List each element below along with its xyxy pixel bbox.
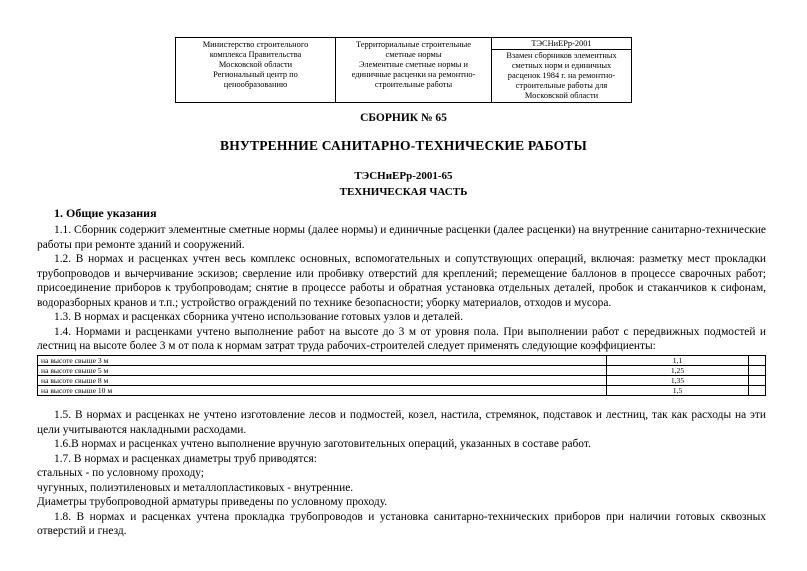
coef-empty-cell bbox=[749, 366, 766, 376]
paragraph-1-2: 1.2. В нормах и расценках учтен весь комплекс основных, вспомогательных и сопутствующих операций, включая: разметку мест прокладки трубопроводов и вычерчивание эскизов; сверление или пробивку отверстий для креплений; перемещение баллонов в процессе сварочных работ; присоединение приборов к трубопроводам; снятие в процессе работы и обратная установка отдельных деталей, пробок и стаканчиков к сифонам, водоразборных кранов и т.п.; устройство ограждений по технике безопасности; уборку материалов, отходов и мусора. bbox=[37, 253, 766, 309]
table-row bbox=[38, 356, 766, 366]
collection-title: ВНУТРЕННИЕ САНИТАРНО-ТЕХНИЧЕСКИЕ РАБОТЫ bbox=[220, 138, 587, 153]
paragraph-1-4: 1.4. Нормами и расценками учтено выполнение работ на высоте до 3 м от уровня пола. При выполнении работ с передвижных подмостей и лестниц на высоте более 3 м от пола к нормам затрат труда рабочих-строителей следует применять следующие коэффициенты: bbox=[37, 325, 766, 352]
coef-label: на высоте свыше 5 м bbox=[38, 366, 607, 376]
paragraph-1-7: 1.7. В нормах и расценках диаметры труб приводятся: bbox=[54, 452, 317, 465]
table-row bbox=[38, 376, 766, 386]
part-title: ТЕХНИЧЕСКАЯ ЧАСТЬ bbox=[339, 186, 468, 198]
header-replacement-line: Взамен сборников элементных bbox=[506, 51, 617, 60]
paragraph-1-6: 1.6.В нормах и расценках учтено выполнение вручную заготовительных операций, указанных в составе работ. bbox=[54, 438, 591, 450]
paragraph-1-3: 1.3. В нормах и расценках сборника учтено использование готовых узлов и деталей. bbox=[54, 311, 464, 323]
header-replacement-line: строительные работы для bbox=[515, 81, 608, 90]
header-norms-line: Элементные сметные нормы и bbox=[359, 60, 468, 69]
coef-empty-cell bbox=[749, 376, 766, 386]
paragraph-1-7-fittings: Диаметры трубопроводной арматуры приведены по условному проходу. bbox=[37, 496, 388, 508]
coef-empty-cell bbox=[749, 356, 766, 366]
coef-value: 1,5 bbox=[607, 386, 749, 396]
section-heading: 1. Общие указания bbox=[54, 206, 157, 220]
header-issuer-line: Московской области bbox=[218, 60, 293, 69]
coef-label: на высоте свыше 3 м bbox=[38, 356, 607, 366]
coef-value: 1,25 bbox=[607, 366, 749, 376]
header-norms-cell bbox=[336, 38, 492, 102]
collection-code: ТЭСНиЕРр-2001-65 bbox=[354, 170, 453, 182]
paragraph-1-8: 1.8. В нормах и расценках учтена прокладка трубопроводов и установка санитарно-технических приборов при наличии готовых сквозных отверстий и гнезд. bbox=[37, 510, 766, 537]
header-issuer-line: ценообразованию bbox=[223, 80, 288, 89]
header-norms-line: Территориальные строительные bbox=[355, 40, 472, 49]
header-issuer-cell bbox=[176, 38, 336, 102]
header-norms-line: единичные расценки на ремонтно- bbox=[351, 70, 476, 79]
paragraph-1-1: 1.1. Сборник содержит элементные сметные нормы (далее нормы) и единичные расценки (далее расценки) на внутренние санитарно-технические работы при ремонте зданий и сооружений. bbox=[37, 224, 766, 251]
header-code-cell bbox=[492, 38, 631, 102]
header-issuer-line: комплекса Правительства bbox=[209, 50, 302, 59]
coef-value: 1,35 bbox=[607, 376, 749, 386]
coef-empty-cell bbox=[749, 386, 766, 396]
document-header-table bbox=[175, 37, 632, 103]
body-text-bottom bbox=[37, 408, 766, 539]
body-text-top bbox=[37, 223, 766, 354]
header-replacement-line: расценок 1984 г. на ремонтно- bbox=[507, 71, 616, 80]
header-issuer-line: Региональный центр по bbox=[213, 70, 298, 79]
header-issuer-line: Министерство строительного bbox=[202, 40, 309, 49]
paragraph-1-7-steel: стальных - по условному проходу; bbox=[37, 467, 204, 479]
coef-value: 1,1 bbox=[607, 356, 749, 366]
header-norms-line: сметные нормы bbox=[385, 50, 442, 59]
table-row bbox=[38, 386, 766, 396]
collection-number: СБОРНИК № 65 bbox=[360, 112, 447, 124]
header-replacement-line: сметных норм и единичных bbox=[511, 61, 612, 70]
paragraph-1-7-cast-iron: чугунных, полиэтиленовых и металлопластиковых - внутренние. bbox=[37, 481, 354, 494]
paragraph-1-5: 1.5. В нормах и расценках не учтено изготовление лесов и подмостей, козел, настила, стремянок, подставок и лестниц, так как расходы на эти цели учитываются накладными расходами. bbox=[37, 409, 766, 436]
coefficients-table bbox=[37, 355, 766, 396]
coef-label: на высоте свыше 10 м bbox=[38, 386, 607, 396]
header-replacement-note bbox=[492, 50, 631, 101]
coef-label: на высоте свыше 8 м bbox=[38, 376, 607, 386]
header-replacement-line: Московской области bbox=[524, 91, 599, 100]
table-row bbox=[38, 366, 766, 376]
header-code: ТЭСНиЕРр-2001 bbox=[492, 38, 631, 50]
header-norms-line: строительные работы bbox=[374, 80, 453, 89]
